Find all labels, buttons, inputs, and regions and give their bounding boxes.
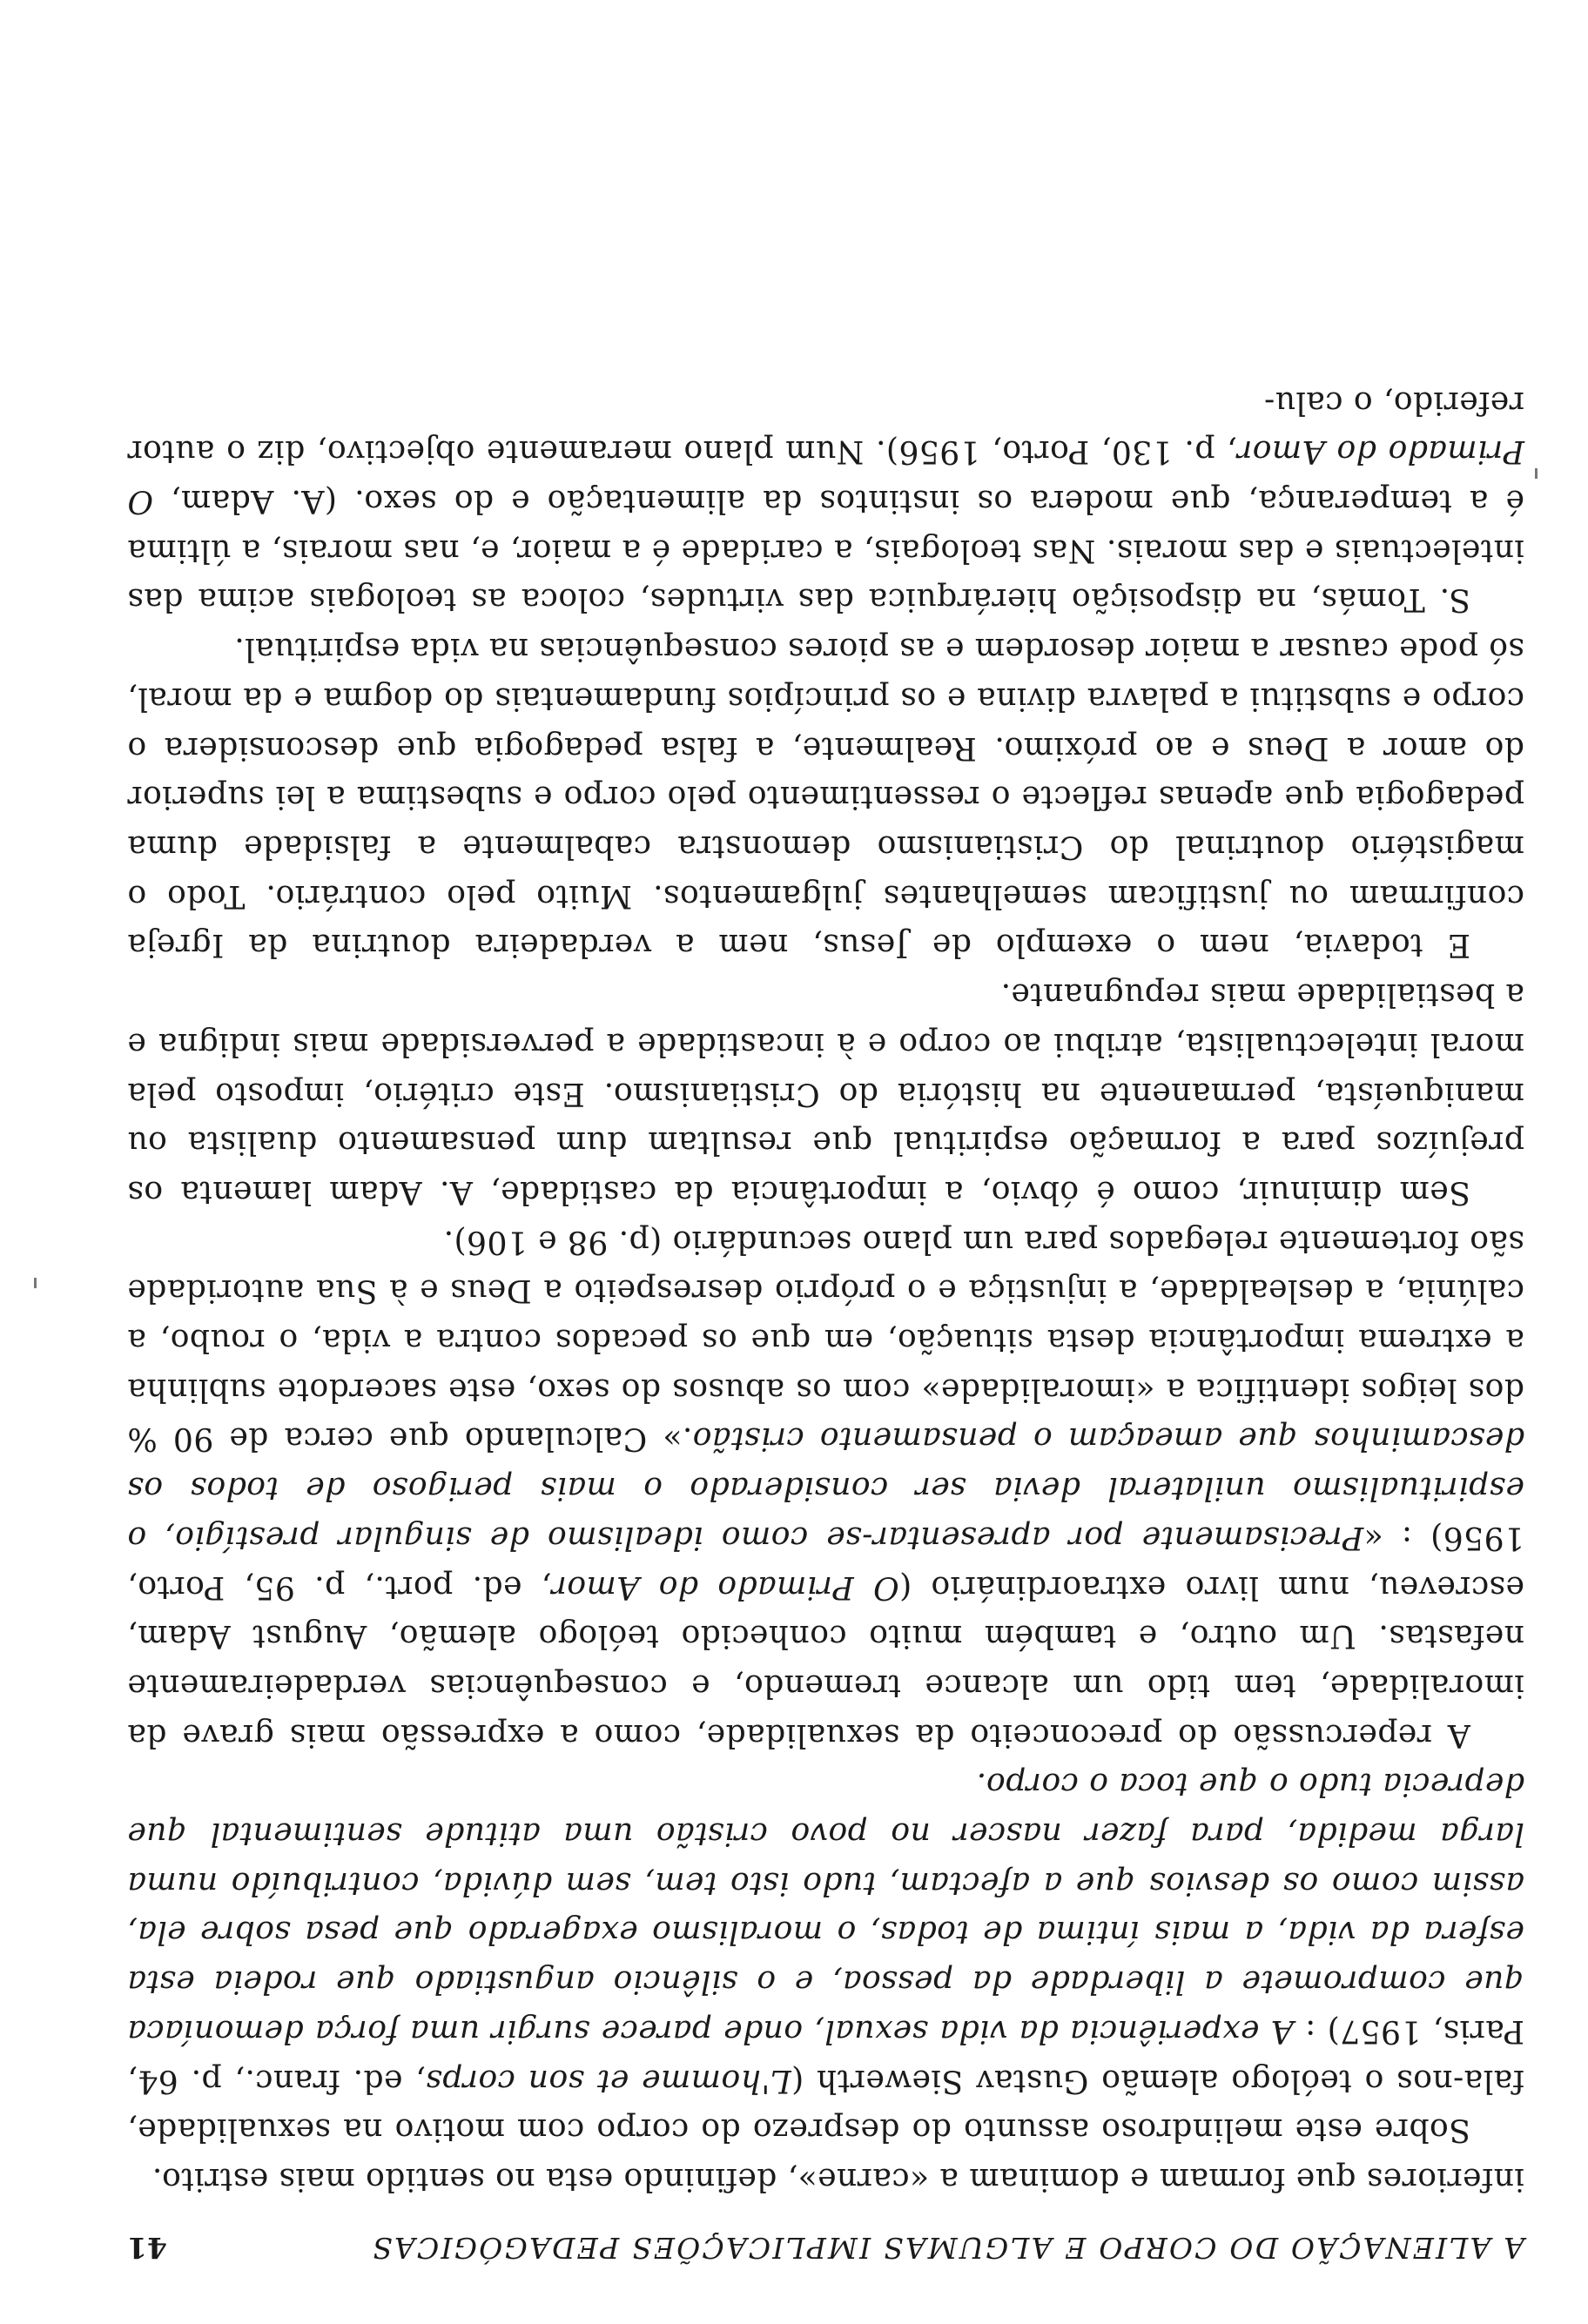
italic-text-run: A experiência da vida sexual, onde parece surgir uma força demoníaca que compromete a liberdade da pessoa, e o silêncio angustiado que rodeia esta esfera da vida, a mais íntima de todas, o moralismo exagerado que pesa sobre ela, assim como os desvios que a afectam, tudo isto tem, sem dúvida, contribuído numa larga medida, para fazer nascer no povo cristão uma atitude sentimental que deprecia tudo o que toca o corpo. <box>127 1766 1524 2051</box>
text-run: , ed. franc., p. 64, Paris, 1957) : <box>126 2012 1524 2100</box>
running-head-title: A ALIENAÇÃO DO CORPO E ALGUMAS IMPLICAÇÕES PEDAGÓGICAS <box>370 2231 1524 2265</box>
text-run: S. Tomás, na disposição hierárquica das virtudes, coloca as teologais acima das intelectuais e das morais. Nas teologais, a caridade é a maior, e, nas morais, a última é a temperança, que modera os instintos da alimentação e do sexo. (A. Adam, <box>127 483 1524 620</box>
text-run: A repercussão do preconceito da sexualidade, como a expressão mais grave da imoralidade, tem tido um alcance tremendo, e consequências verdadeiramente nefastas. Um outro, e também muito conhecido teólogo alemão, August Adam, escreveu, num livro extraordinário ( <box>127 1568 1524 1755</box>
paragraph <box>127 378 1524 625</box>
margin-mark <box>1535 468 1538 479</box>
page-body <box>127 378 1524 2272</box>
paragraph <box>127 2154 1524 2204</box>
italic-text-run: L'homme et son corps <box>425 2062 791 2100</box>
text-run: , ed. port., p. 95, Porto, 1956) : « <box>127 1519 1524 1607</box>
margin-mark <box>34 1278 37 1288</box>
italic-text-run: O Primado do Amor <box>127 433 1524 521</box>
text-run: Sobre este melindroso assunto do desprezo do corpo com motivo na sexualidade, fala-nos o teólogo alemão Gustav Siewerth ( <box>127 2062 1524 2150</box>
italic-text-run: O Primado do Amor <box>551 1568 899 1607</box>
paragraph <box>127 1760 1524 2155</box>
text-run: E todavia, nem o exemplo de Jesus, nem a verdadeira doutrina da Igreja confirmam ou justificam semelhantes julgamentos. Muito pelo contrário. Todo o magistério doutrinal do Cristianismo demonstra cabalmente a falsidade duma pedagogia que apenas reflecte o ressentimento pelo corpo e subestima a lei superior do amor a Deus e ao próximo. Realmente, a falsa pedagogia que desconsidera o corpo e substitui a palavra divina e os princípios fundamentais do dogma e da moral, só pode causar a maior desordem e as piores consequências na vida espiritual. <box>127 631 1524 965</box>
running-head <box>127 2204 1524 2272</box>
text-run: inferiores que formam e dominam a «carne», definindo esta no sentido mais estrito. <box>151 2161 1524 2199</box>
body-text <box>127 378 1524 2204</box>
text-run: .» Calculando que cerca de 90 % dos leigos identifica a «imoralidade» com os abusos do sexo, este sacerdote sublinha a extrema importância desta situação, em que os pecados contra a vida, o roubo, a calúnia, a deslealdade, a injustiça e o próprio desrespeito a Deus e à Sua autoridade são fortemente relegados para um plano secundário (p. 98 e 106). <box>126 1223 1524 1459</box>
paragraph <box>127 625 1524 971</box>
paragraph <box>127 970 1524 1217</box>
text-run: Sem diminuir, como é óbvio, a importância da castidade, A. Adam lamenta os prejuízos para a formação espiritual que resultam dum pensamento dualista ou maniqueísta, permanente na história do Cristianismo. Este critério, imposto pela moral intelectualista, atribui ao corpo e à incastidade a perversidade mais indigna e a bestialidade mais repugnante. <box>127 977 1524 1212</box>
page-number: 41 <box>127 2231 167 2265</box>
paragraph <box>127 1217 1524 1760</box>
text-run: , p. 130, Porto, 1956). Num plano meramente objectivo, diz o autor referido, o calu- <box>127 384 1524 472</box>
italic-text-run: Precisamente por apresentar-se como idealismo de singular prestígio, o espiritualismo unilateral devia ser considerado o mais perigoso de todos os descaminhos que ameaçam o pensamento cristão <box>127 1421 1524 1557</box>
